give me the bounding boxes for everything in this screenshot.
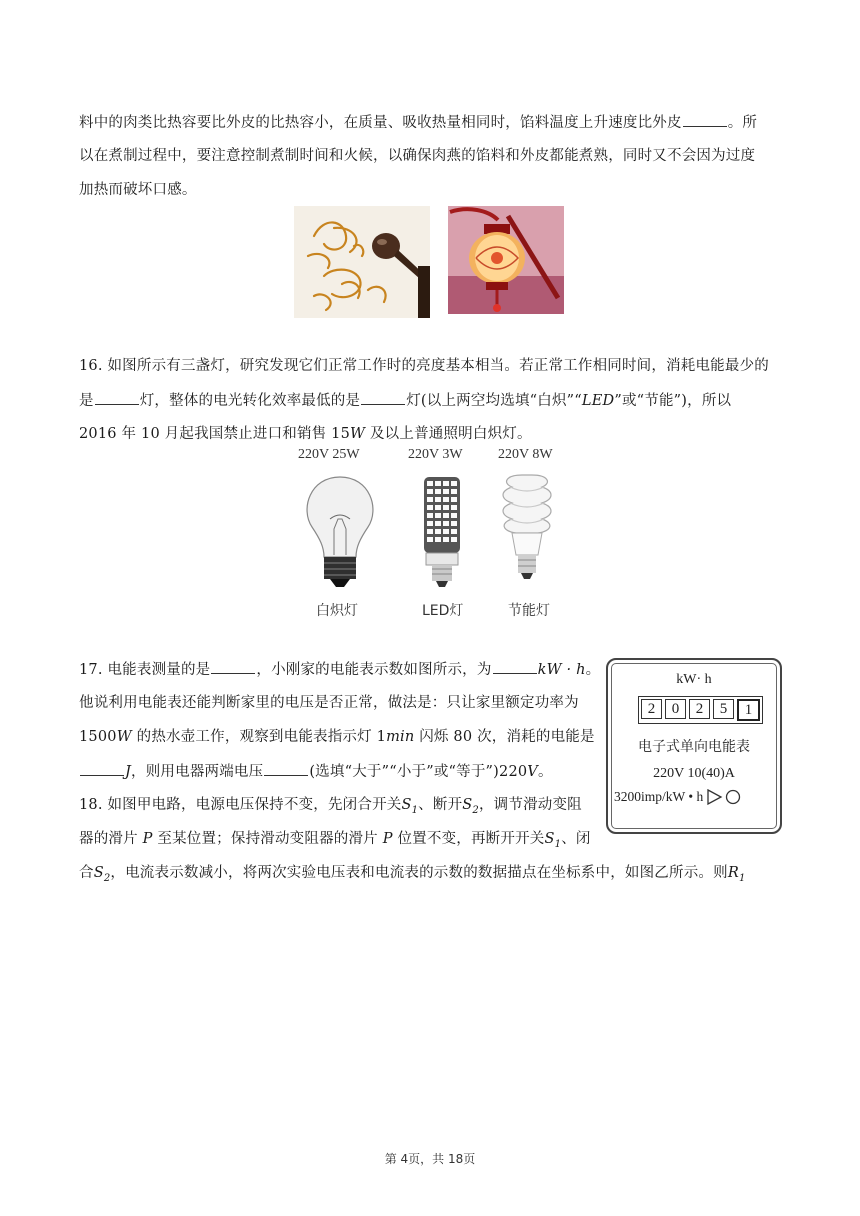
- meter-digit: 2: [641, 699, 662, 719]
- q18-text: 器的滑片: [79, 831, 143, 847]
- meter-digits: [638, 696, 763, 724]
- q17-text: (选填“大于”“小于”或“等于”)220: [309, 764, 528, 780]
- meter-rating: 220V 10(40)A: [653, 766, 735, 781]
- meter-unit: kW· h: [676, 672, 712, 687]
- answer-blank[interactable]: [264, 761, 308, 776]
- symbol-r1: R: [727, 865, 739, 881]
- q17-text: 。: [585, 662, 601, 678]
- lantern-image: [448, 206, 564, 314]
- q17-text: ，则用电器两端电压: [131, 764, 264, 780]
- unit-kwh: kW · h: [537, 662, 586, 678]
- answer-blank[interactable]: [683, 112, 727, 127]
- q17-text: 17. 电能表测量的是: [79, 662, 211, 678]
- symbol-sub: 1: [411, 804, 419, 816]
- led-bulb-icon: [424, 477, 460, 587]
- answer-blank[interactable]: [493, 659, 537, 674]
- meter-imp-row: [614, 789, 742, 805]
- q18-text: 合: [79, 865, 94, 881]
- bulb-spec-incandescent: 220V 25W: [298, 447, 360, 462]
- symbol-s1: S: [544, 831, 555, 847]
- symbol-p: P: [382, 831, 393, 847]
- bulb-name-cfl: 节能灯: [508, 603, 550, 619]
- unit-j: J: [125, 764, 132, 780]
- q15-line-3: 加热而破坏口感。: [79, 182, 197, 198]
- q17-text: 。: [537, 764, 553, 780]
- q16-text: 2016 年 10 月起我国禁止进口和销售 15: [79, 426, 351, 442]
- answer-blank[interactable]: [95, 390, 139, 405]
- q15-line-2: 以在煮制过程中，要注意控制煮制时间和火候，以确保肉燕的馅料和外皮都能煮熟，同时又不会因为过度: [79, 148, 756, 164]
- q15-text: 。所: [727, 115, 758, 131]
- q17-line-4: [79, 761, 599, 782]
- q18-text: 18. 如图甲电路，电源电压保持不变，先闭合开关: [79, 797, 402, 813]
- q17-line-1: [79, 659, 599, 680]
- q16-text: 及以上普通照明白炽灯。: [365, 426, 532, 442]
- q18-line-2: [79, 829, 599, 855]
- q17-line-3: [79, 727, 599, 747]
- meter-imp: 3200imp/kW • h: [614, 789, 704, 804]
- q16-text: ”或“节能”)，所以: [614, 393, 732, 409]
- q18-text: ，调节滑动变阻: [478, 797, 582, 813]
- answer-blank[interactable]: [361, 390, 405, 405]
- q17-line-2: 他说利用电能表还能判断家里的电压是否正常，做法是：只让家里额定功率为: [79, 695, 579, 711]
- answer-blank[interactable]: [80, 761, 124, 776]
- bulb-spec-cfl: 220V 8W: [498, 447, 553, 462]
- q16-line-3: [79, 424, 784, 444]
- symbol-p: P: [142, 831, 153, 847]
- q18-line-1: [79, 795, 599, 821]
- meter-title: 电子式单向电能表: [638, 739, 750, 755]
- symbol-sub: 2: [472, 804, 479, 816]
- unit-w: W: [350, 426, 366, 442]
- symbol-sub: 1: [738, 872, 746, 884]
- meter-digit: 2: [689, 699, 710, 719]
- q18-text: 位置不变，再断开开关: [392, 831, 545, 847]
- q18-line-3: [79, 863, 784, 889]
- sugar-painting-image: [294, 206, 430, 318]
- meter-digit-decimal: 1: [737, 699, 760, 721]
- unit-w: W: [116, 729, 132, 745]
- energy-meter-figure: [606, 658, 782, 834]
- bulbs-figure: [290, 445, 580, 625]
- q18-text: 、断开: [418, 797, 463, 813]
- q16-led-term: LED: [581, 393, 615, 409]
- q18-text: 至某位置；保持滑动变阻器的滑片: [152, 831, 383, 847]
- bulb-name-incandescent: 白炽灯: [316, 603, 358, 619]
- q17-text: 闪烁 80 次，消耗的电能是: [414, 729, 595, 745]
- unit-v: V: [527, 764, 538, 780]
- symbol-sub: 1: [554, 838, 562, 850]
- q16-text: 灯，整体的电光转化效率最低的是: [139, 393, 361, 409]
- symbol-s2: S: [462, 797, 473, 813]
- symbol-sub: 2: [103, 872, 111, 884]
- q15-line-1: [79, 112, 784, 133]
- symbol-s1: S: [401, 797, 412, 813]
- incandescent-bulb-icon: [307, 477, 373, 587]
- indicator-triangle-icon: [706, 789, 742, 805]
- bulb-name-led: LED灯: [422, 603, 464, 619]
- symbol-s2: S: [93, 865, 104, 881]
- q15-text: 料中的肉类比热容要比外皮的比热容小，在质量、吸收热量相同时，馅料温度上升速度比外皮: [79, 115, 682, 131]
- meter-digit: 5: [713, 699, 734, 719]
- answer-blank[interactable]: [211, 659, 255, 674]
- unit-min: min: [386, 729, 415, 745]
- q16-text: 灯(以上两空均选填“白炽”“: [406, 393, 582, 409]
- q17-text: 1500: [79, 729, 117, 745]
- q18-text: ，电流表示数减小，将两次实验电压表和电流表的示数的数据描点在坐标系中，如图乙所示。则: [110, 865, 728, 881]
- bulbs-illustration: [290, 469, 580, 597]
- q16-line-2: [79, 390, 784, 411]
- meter-digit: 0: [665, 699, 686, 719]
- q17-text: ，小刚家的电能表示数如图所示，为: [256, 662, 492, 678]
- q16-text: 是: [79, 393, 94, 409]
- q18-text: 、闭: [561, 831, 591, 847]
- q17-text: 的热水壶工作，观察到电能表指示灯 1: [131, 729, 387, 745]
- bulb-spec-led: 220V 3W: [408, 447, 463, 462]
- cfl-bulb-icon: [503, 475, 551, 579]
- q16-line-1: 16. 如图所示有三盏灯，研究发现它们正常工作时的亮度基本相当。若正常工作相同时间，消耗电能最少的: [79, 358, 769, 374]
- page-footer: 第 4页，共 18页: [384, 1152, 476, 1166]
